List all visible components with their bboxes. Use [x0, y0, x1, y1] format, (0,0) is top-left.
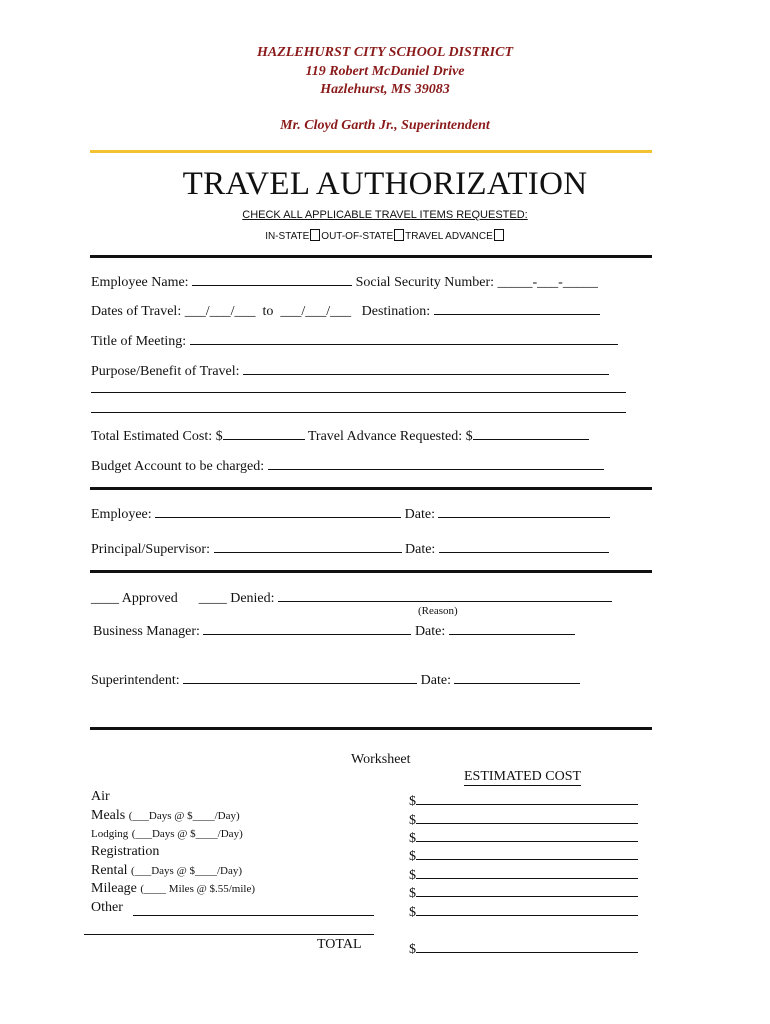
rental-label: Rental [91, 863, 128, 878]
lodging-currency: $ [409, 831, 416, 846]
worksheet-row-mileage [91, 881, 255, 897]
principal-date-label: Date: [405, 542, 436, 557]
header-divider [90, 150, 652, 153]
section-divider-2 [90, 487, 652, 490]
travel-type-checkboxes [0, 229, 770, 242]
denial-reason-field[interactable] [278, 588, 612, 602]
employee-name-row [91, 272, 598, 291]
employee-date-field[interactable] [438, 504, 610, 518]
employee-signature-row [91, 504, 610, 523]
budget-account-field[interactable] [268, 456, 604, 470]
meals-detail[interactable]: (___Days @ $____/Day) [128, 810, 240, 822]
mileage-cost-field[interactable] [416, 881, 638, 897]
section-divider-4 [90, 727, 652, 730]
budget-account-row [91, 456, 604, 475]
other-cost-field[interactable] [416, 900, 638, 916]
dates-of-travel-field[interactable]: ___/___/___ to ___/___/___ [184, 304, 352, 319]
mileage-label: Mileage [91, 881, 137, 896]
employee-date-label: Date: [404, 507, 435, 522]
out-of-state-label: OUT-OF-STATE [321, 231, 394, 242]
total-cost-label: Total Estimated Cost: $ [91, 429, 223, 444]
out-of-state-checkbox[interactable] [394, 229, 404, 241]
check-instructions: CHECK ALL APPLICABLE TRAVEL ITEMS REQUESTED: [242, 209, 528, 221]
mileage-currency: $ [409, 886, 416, 901]
rental-detail[interactable]: (___Days @ $____/Day) [131, 865, 242, 877]
superintendent-date-label: Date: [420, 673, 451, 688]
business-manager-row [93, 621, 575, 640]
worksheet-row-lodging [91, 826, 243, 842]
ssn-label: Social Security Number: [355, 275, 494, 290]
advance-requested-label: Travel Advance Requested: $ [307, 429, 473, 444]
advance-requested-field[interactable] [473, 426, 589, 440]
approved-denied-row [91, 588, 612, 607]
registration-cost-field[interactable] [416, 844, 638, 860]
registration-cost-row [409, 844, 638, 865]
business-manager-date-label: Date: [414, 624, 446, 639]
employee-name-label: Employee Name: [91, 275, 189, 290]
district-name: HAZLEHURST CITY SCHOOL DISTRICT [256, 45, 514, 60]
meals-cost-field[interactable] [416, 808, 638, 824]
principal-signature-row [91, 539, 609, 558]
principal-date-field[interactable] [439, 539, 609, 553]
air-cost-row [409, 789, 638, 810]
dates-of-travel-label: Dates of Travel: [91, 304, 182, 319]
worksheet-title: Worksheet [351, 752, 411, 767]
estimated-cost-heading: ESTIMATED COST [464, 769, 582, 784]
meals-currency: $ [409, 813, 416, 828]
worksheet-row-rental [91, 863, 242, 879]
superintendent-signature-label: Superintendent: [91, 673, 180, 688]
destination-field[interactable] [434, 301, 600, 315]
reason-caption: (Reason) [418, 605, 458, 617]
total-divider [84, 934, 374, 935]
section-divider-1 [90, 255, 652, 258]
purpose-row [91, 361, 609, 380]
lodging-cost-field[interactable] [416, 826, 638, 842]
title-of-meeting-row [91, 331, 618, 350]
total-cost-field[interactable] [416, 937, 638, 953]
total-currency: $ [409, 942, 416, 957]
district-address-line2: Hazlehurst, MS 39083 [320, 82, 450, 97]
business-manager-date-field[interactable] [449, 621, 575, 635]
form-title: TRAVEL AUTHORIZATION [182, 166, 588, 202]
approved-option[interactable]: ____ Approved [91, 591, 178, 606]
air-label: Air [91, 789, 110, 804]
purpose-extra-line-2[interactable] [91, 412, 626, 413]
lodging-detail[interactable]: (___Days @ $____/Day) [131, 828, 243, 840]
purpose-extra-line-1[interactable] [91, 392, 626, 393]
superintendent-date-field[interactable] [454, 670, 580, 684]
rental-currency: $ [409, 868, 416, 883]
employee-signature-field[interactable] [155, 504, 401, 518]
denied-option[interactable]: ____ Denied: [198, 591, 275, 606]
title-of-meeting-label: Title of Meeting: [91, 334, 187, 349]
principal-signature-field[interactable] [214, 539, 402, 553]
meals-label: Meals [91, 808, 126, 823]
worksheet-row-meals [91, 808, 240, 824]
purpose-label: Purpose/Benefit of Travel: [91, 364, 240, 379]
superintendent-name: Mr. Cloyd Garth Jr., Superintendent [280, 118, 490, 133]
business-manager-label: Business Manager: [93, 624, 200, 639]
in-state-label: IN-STATE [265, 231, 310, 242]
worksheet-row-other [91, 900, 123, 916]
air-currency: $ [409, 794, 416, 809]
employee-signature-label: Employee: [91, 507, 152, 522]
in-state-checkbox[interactable] [310, 229, 320, 241]
other-cost-row [409, 900, 638, 921]
superintendent-signature-field[interactable] [183, 670, 417, 684]
purpose-field[interactable] [243, 361, 609, 375]
travel-advance-checkbox[interactable] [494, 229, 504, 241]
district-address-line1: 119 Robert McDaniel Drive [305, 64, 465, 79]
worksheet-row-registration [91, 844, 159, 860]
registration-currency: $ [409, 849, 416, 864]
lodging-label: Lodging [91, 828, 129, 840]
superintendent-row [91, 670, 580, 689]
other-currency: $ [409, 905, 416, 920]
total-cost-row [409, 937, 638, 958]
travel-advance-label: TRAVEL ADVANCE [405, 231, 493, 242]
principal-signature-label: Principal/Supervisor: [91, 542, 210, 557]
cost-row [91, 426, 589, 445]
other-description-field[interactable] [133, 915, 374, 916]
total-cost-field[interactable] [223, 426, 305, 440]
destination-label: Destination: [361, 304, 431, 319]
mileage-cost-row [409, 881, 638, 902]
total-label: TOTAL [317, 937, 362, 952]
air-cost-field[interactable] [416, 789, 638, 805]
employee-name-field[interactable] [192, 272, 352, 286]
ssn-field[interactable]: _____-___-_____ [497, 275, 598, 290]
business-manager-signature-field[interactable] [203, 621, 411, 635]
title-of-meeting-field[interactable] [190, 331, 618, 345]
rental-cost-field[interactable] [416, 863, 638, 879]
other-label: Other [91, 900, 123, 915]
budget-account-label: Budget Account to be charged: [91, 459, 265, 474]
section-divider-3 [90, 570, 652, 573]
registration-label: Registration [91, 844, 160, 859]
travel-dates-row [91, 301, 600, 320]
worksheet-row-air [91, 789, 110, 805]
mileage-detail[interactable]: (____ Miles @ $.55/mile) [140, 883, 255, 895]
